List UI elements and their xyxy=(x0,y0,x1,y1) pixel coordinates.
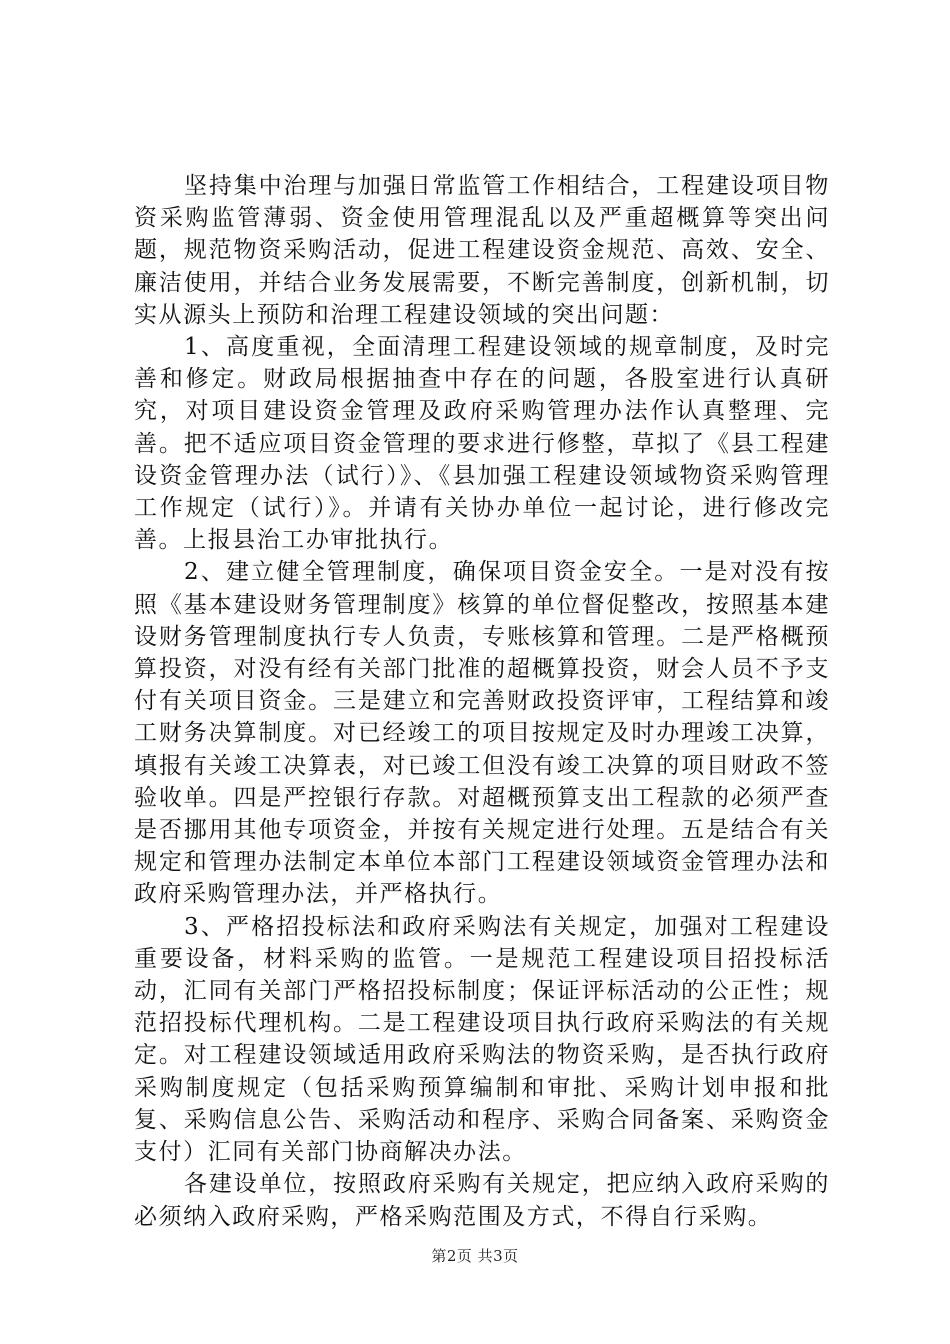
paragraph-intro: 坚持集中治理与加强日常监管工作相结合，工程建设项目物资采购监管薄弱、资金使用管理混乱以及严重超概算等突出问题，规范物资采购活动，促进工程建设资金规范、高效、安全、廉洁使用，并结合业务发展需要，不断完善制度，创新机制，切实从源头上预防和治理工程建设领域的突出问题： xyxy=(134,173,830,328)
page-footer: 第2页 共3页 xyxy=(431,1247,519,1265)
paragraph-item-2: 2、建立健全管理制度，确保项目资金安全。一是对没有按照《基本建设财务管理制度》核算的单位督促整改，按照基本建设财务管理制度执行专人负责，专账核算和管理。二是严格概预算投资，对没有经有关部门批准的超概算投资，财会人员不予支付有关项目资金。三是建立和完善财政投资评审，工程结算和竣工财务决算制度。对已经竣工的项目按规定及时办理竣工决算，填报有关竣工决算表，对已竣工但没有竣工决算的项目财政不签验收单。四是严控银行存款。对超概预算支出工程款的必须严查是否挪用其他专项资金，并按有关规定进行处理。五是结合有关规定和管理办法制定本单位本部门工程建设领域资金管理办法和政府采购管理办法，并严格执行。 xyxy=(134,559,830,908)
document-body xyxy=(134,170,830,1233)
paragraph-item-3: 3、严格招投标法和政府采购法有关规定，加强对工程建设重要设备，材料采购的监管。一是规范工程建设项目招投标活动，汇同有关部门严格招投标制度；保证评标活动的公正性；规范招投标代理机构。二是工程建设项目执行政府采购法的有关规定。对工程建设领域适用政府采购法的物资采购，是否执行政府采购制度规定（包括采购预算编制和审批、采购计划申报和批复、采购信息公告、采购活动和程序、采购合同备案、采购资金支付）汇同有关部门协商解决办法。 xyxy=(134,913,830,1166)
paragraph-item-1: 1、高度重视，全面清理工程建设领域的规章制度，及时完善和修定。财政局根据抽查中存在的问题，各股室进行认真研究，对项目建设资金管理及政府采购管理办法作认真整理、完善。把不适应项目资金管理的要求进行修整，草拟了《县工程建设资金管理办法（试行）》、《县加强工程建设领域物资采购管理工作规定（试行）》。并请有关协办单位一起讨论，进行修改完善。上报县治工办审批执行。 xyxy=(134,334,830,554)
paragraph-closing: 各建设单位，按照政府采购有关规定，把应纳入政府采购的必须纳入政府采购，严格采购范围及方式，不得自行采购。 xyxy=(134,1171,830,1230)
